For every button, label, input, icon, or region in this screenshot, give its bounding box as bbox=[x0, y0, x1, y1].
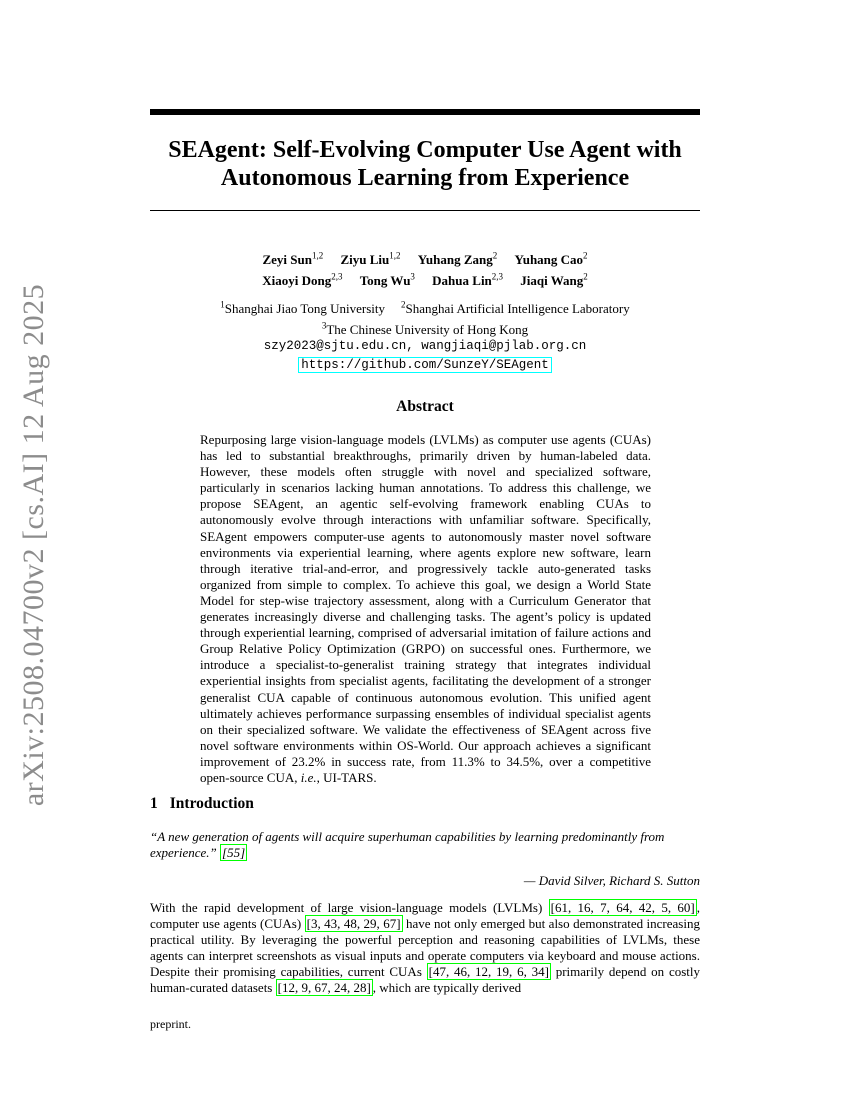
author: Dahua Lin$^{2,3}$ bbox=[432, 271, 504, 288]
author-row-2 bbox=[150, 268, 700, 288]
abstract-body: Repurposing large vision-language models (LVLMs) as computer use agents (CUAs) has led to substantial breakthroughs, primarily driven by human-labeled data. However, these models often struggle with novel and specialized software, particularly in scenarios lacking human annotations. To address this challenge, we propose SEAgent, an agentic self-evolving framework enabling CUAs to autonomously evolve through interactions with unfamiliar software. Specifically, SEAgent empowers computer-use agents to autonomously master novel software environments via experiential learning, where agents explore new software, learn through iterative trial-and-error, and progressively tackle auto-generated tasks organized from simple to complex. To achieve this goal, we design a World State Model for step-wise trajectory assessment, along with a Curriculum Generator that generates increasingly diverse and challenging tasks. The agent’s policy is updated through experiential learning, comprised of adversarial imitation of failure actions and Group Relative Policy Optimization (GRPO) on successful ones. Furthermore, we introduce a specialist-to-generalist training strategy that integrates individual experiential insights from specialist agents, facilitating the development of a stronger generalist CUA capable of continuous autonomous evolution. This unified agent ultimately achieves performance surpassing ensembles of individual specialist agents on their specialized software. We validate the effectiveness of SEAgent across five novel software environments within OS-World. Our approach achieves a significant improvement of 23.2% in success rate, from 11.3% to 34.5%, over a competitive open-source CUA, i.e., UI-TARS. bbox=[200, 432, 651, 785]
affiliations bbox=[150, 297, 700, 374]
epigraph-quote: “A new generation of agents will acquire superhuman capabilities by learning predominantly from experience.” [55] bbox=[150, 829, 665, 860]
affiliation-row bbox=[150, 297, 700, 317]
author: Ziyu Liu$^{1,2}$ bbox=[340, 251, 401, 268]
citation-link[interactable]: [61, 16, 7, 64, 42, 5, 60] bbox=[550, 900, 695, 915]
title-top-rule bbox=[150, 109, 700, 115]
abstract-heading: Abstract bbox=[396, 398, 454, 415]
author: Tong Wu$^3$ bbox=[359, 271, 415, 288]
author-emails: szy2023@sjtu.edu.cn, wangjiaqi@pjlab.org.cn bbox=[263, 338, 587, 353]
author-row-1 bbox=[150, 248, 700, 268]
arxiv-identifier: arXiv:2508.04700v2 [cs.AI] 12 Aug 2025 bbox=[17, 283, 50, 807]
citation-link[interactable]: [3, 43, 48, 29, 67] bbox=[306, 916, 401, 932]
affiliation-row bbox=[150, 317, 700, 337]
affiliation: $^1$Shanghai Jiao Tong University bbox=[220, 300, 386, 317]
author: Xiaoyi Dong$^{2,3}$ bbox=[262, 271, 343, 288]
section-heading-introduction: 1 Introduction bbox=[150, 795, 254, 812]
paper-title: SEAgent: Self-Evolving Computer Use Agent with Autonomous Learning from Experience bbox=[168, 137, 682, 191]
author: Zeyi Sun$^{1,2}$ bbox=[262, 251, 324, 268]
affiliation: $^2$Shanghai Artificial Intelligence Laboratory bbox=[401, 300, 630, 317]
epigraph-attribution: — David Silver, Richard S. Sutton bbox=[523, 873, 700, 888]
citation-link[interactable]: [55] bbox=[222, 845, 246, 860]
arxiv-sidebar bbox=[12, 283, 56, 807]
author: Yuhang Zang$^2$ bbox=[417, 251, 498, 268]
author: Jiaqi Wang$^2$ bbox=[520, 271, 588, 288]
title-bottom-rule bbox=[150, 210, 700, 211]
author: Yuhang Cao$^2$ bbox=[514, 251, 588, 268]
introduction-paragraph: With the rapid development of large vision-language models (LVLMs) [61, 16, 7, 64, 42, 5, 60] , computer use agents (CUAs) [3, 43, 48, 29, 67] have not only emerged but also demonstrated increasing practical utility. By leveraging the powerful perception and reasoning capabilities of LVLMs, these agents can interpret screenshots as visual inputs and operate computers via keyboard and mouse actions. Despite their promising capabilities, current CUAs [47, 46, 12, 19, 6, 34] primarily depend on costly human-curated datasets [12, 9, 67, 24, 28] , which are typically derived bbox=[150, 900, 700, 996]
github-link[interactable]: https://github.com/SunzeY/SEAgent bbox=[298, 357, 552, 373]
citation-link[interactable]: [47, 46, 12, 19, 6, 34] bbox=[428, 964, 549, 980]
author-list bbox=[150, 248, 700, 289]
citation-link[interactable]: [12, 9, 67, 24, 28] bbox=[277, 980, 371, 996]
affiliation: $^3$The Chinese University of Hong Kong bbox=[321, 320, 529, 337]
footer-note: preprint. bbox=[150, 1017, 191, 1031]
